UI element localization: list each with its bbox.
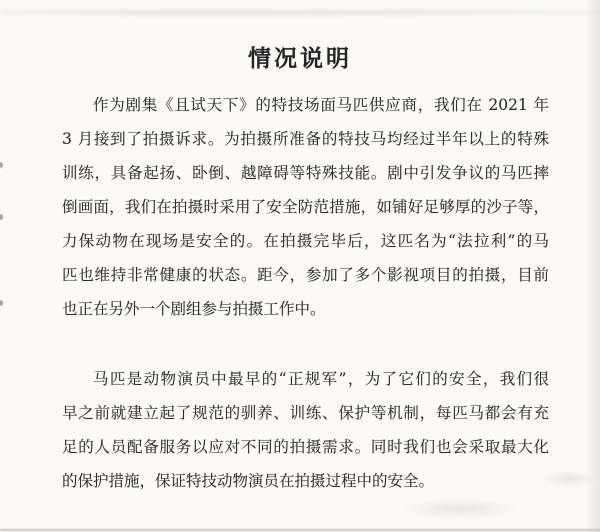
scan-speck xyxy=(0,214,3,220)
scan-smudge xyxy=(400,498,520,520)
scan-bottom-hairline xyxy=(0,529,600,531)
scan-edge-shadow xyxy=(586,0,600,532)
paragraph xyxy=(62,362,549,498)
scan-speck xyxy=(0,300,3,306)
document-line: 马匹是动物演员中最早的“正规军”，为了它们的安全，我们很 xyxy=(93,370,549,388)
document-line: 早之前就建立起了规范的驯养、训练、保护等机制，每匹马都会有充 xyxy=(62,404,549,422)
document-line: 作为剧集《且试天下》的特技场面马匹供应商，我们在 2021 年 xyxy=(93,96,549,114)
document-line: 也正在另外一个剧组参与拍摄工作中。 xyxy=(62,300,326,318)
document-line: 倒画面，我们在拍摄时采用了安全防范措施，如铺好足够厚的沙子等， xyxy=(62,198,549,216)
document-line: 足的人员配备服务以应对不同的拍摄需求。同时我们也会采取最大化 xyxy=(62,438,549,456)
scan-streak-artifact xyxy=(0,10,600,15)
document-line: 匹也维持非常健康的状态。距今，参加了多个影视项目的拍摄，目前 xyxy=(62,266,549,284)
document-line: 3 月接到了拍摄诉求。为拍摄所准备的特技马均经过半年以上的特殊 xyxy=(62,130,549,148)
scan-smudge xyxy=(540,470,600,488)
document-line: 力保动物在现场是安全的。在拍摄完毕后，这匹名为“法拉利”的马 xyxy=(62,232,549,250)
document-title: 情况说明 xyxy=(248,45,352,72)
document-line: 训练，具备起扬、卧倒、越障碍等特殊技能。剧中引发争议的马匹摔 xyxy=(62,164,549,182)
document-body xyxy=(62,88,549,498)
paragraph xyxy=(62,88,549,326)
document-line: 的保护措施，保证特技动物演员在拍摄过程中的安全。 xyxy=(62,472,435,490)
scan-speck xyxy=(0,162,3,168)
